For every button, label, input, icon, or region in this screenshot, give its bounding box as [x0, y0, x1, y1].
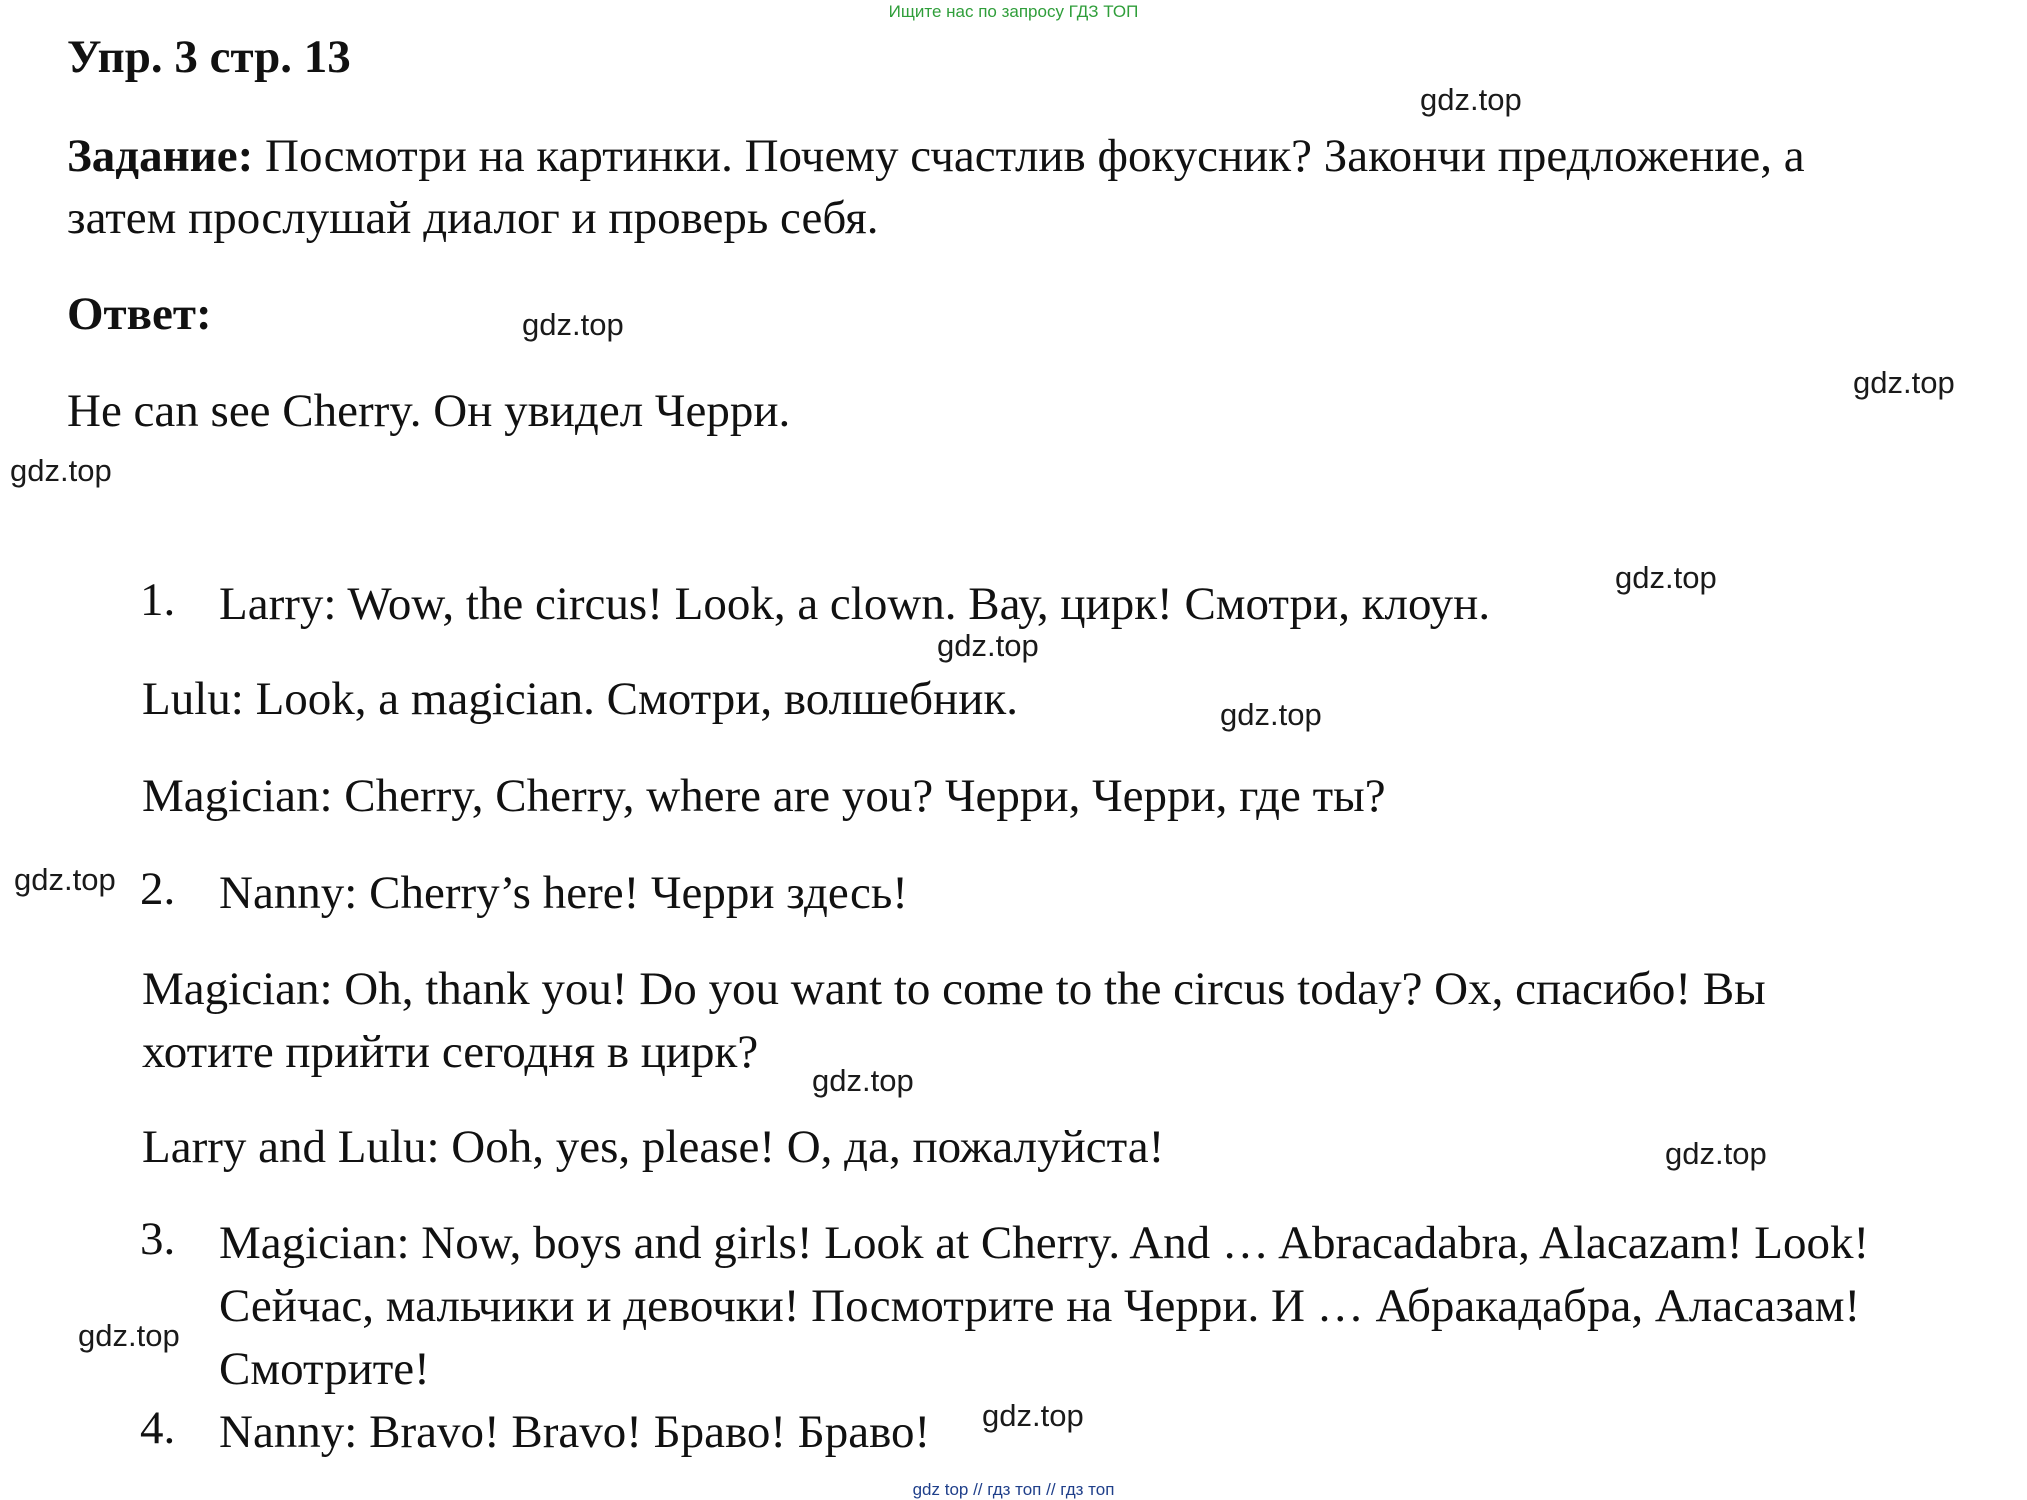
page-title: Упр. 3 стр. 13	[67, 31, 351, 83]
item-number-3: 3.	[140, 1213, 176, 1265]
item-number-1: 1.	[140, 574, 176, 626]
item-number-2: 2.	[140, 863, 176, 915]
watermark: gdz.top	[1420, 82, 1522, 117]
dialogue-line-magician-3b: Сейчас, мальчики и девочки! Посмотрите на Черри. И … Абракадабра, Аласазам!	[219, 1280, 1861, 1332]
watermark: gdz.top	[812, 1063, 914, 1098]
answer-text: He can see Cherry. Он увидел Черри.	[67, 385, 791, 437]
dialogue-line-magician-3c: Смотрите!	[219, 1343, 430, 1395]
dialogue-line-magician-2b: хотите прийти сегодня в цирк?	[142, 1026, 759, 1078]
dialogue-line-larry-lulu: Larry and Lulu: Ooh, yes, please! О, да, пожалуйста!	[142, 1121, 1165, 1173]
watermark: gdz.top	[10, 453, 112, 488]
watermark: gdz.top	[14, 862, 116, 897]
watermark: gdz.top	[1665, 1136, 1767, 1171]
answer-label: Ответ:	[67, 288, 212, 340]
dialogue-line-magician-3a: Magician: Now, boys and girls! Look at Cherry. And … Abracadabra, Alacazam! Look!	[219, 1217, 1870, 1269]
watermark: gdz.top	[982, 1398, 1084, 1433]
item-number-4: 4.	[140, 1402, 176, 1454]
watermark: gdz.top	[78, 1318, 180, 1353]
watermark: gdz.top	[522, 307, 624, 342]
dialogue-line-magician-1: Magician: Cherry, Cherry, where are you? Черри, Черри, где ты?	[142, 770, 1386, 822]
watermark: gdz.top	[1220, 697, 1322, 732]
task-line-2: затем прослушай диалог и проверь себя.	[67, 192, 879, 244]
dialogue-line-nanny-2: Nanny: Bravo! Bravo! Браво! Браво!	[219, 1406, 931, 1458]
watermark: gdz.top	[1615, 560, 1717, 595]
task-line-1	[67, 125, 1805, 187]
dialogue-line-magician-2a: Magician: Oh, thank you! Do you want to come to the circus today? Ох, спасибо! Вы	[142, 963, 1766, 1015]
dialogue-line-lulu: Lulu: Look, a magician. Смотри, волшебник.	[142, 673, 1018, 725]
watermark: gdz.top	[937, 628, 1039, 663]
footer-note: gdz top // гдз топ // гдз топ	[912, 1480, 1115, 1499]
watermark: gdz.top	[1853, 365, 1955, 400]
top-search-note: Ищите нас по запросу ГДЗ ТОП	[888, 2, 1139, 21]
dialogue-line-larry: Larry: Wow, the circus! Look, a clown. Вау, цирк! Смотри, клоун.	[219, 578, 1491, 630]
task-label: Задание:	[67, 130, 254, 182]
task-text-1: Посмотри на картинки. Почему счастлив фокусник? Закончи предложение, а	[265, 130, 1805, 182]
dialogue-line-nanny-1: Nanny: Cherry’s here! Черри здесь!	[219, 867, 908, 919]
